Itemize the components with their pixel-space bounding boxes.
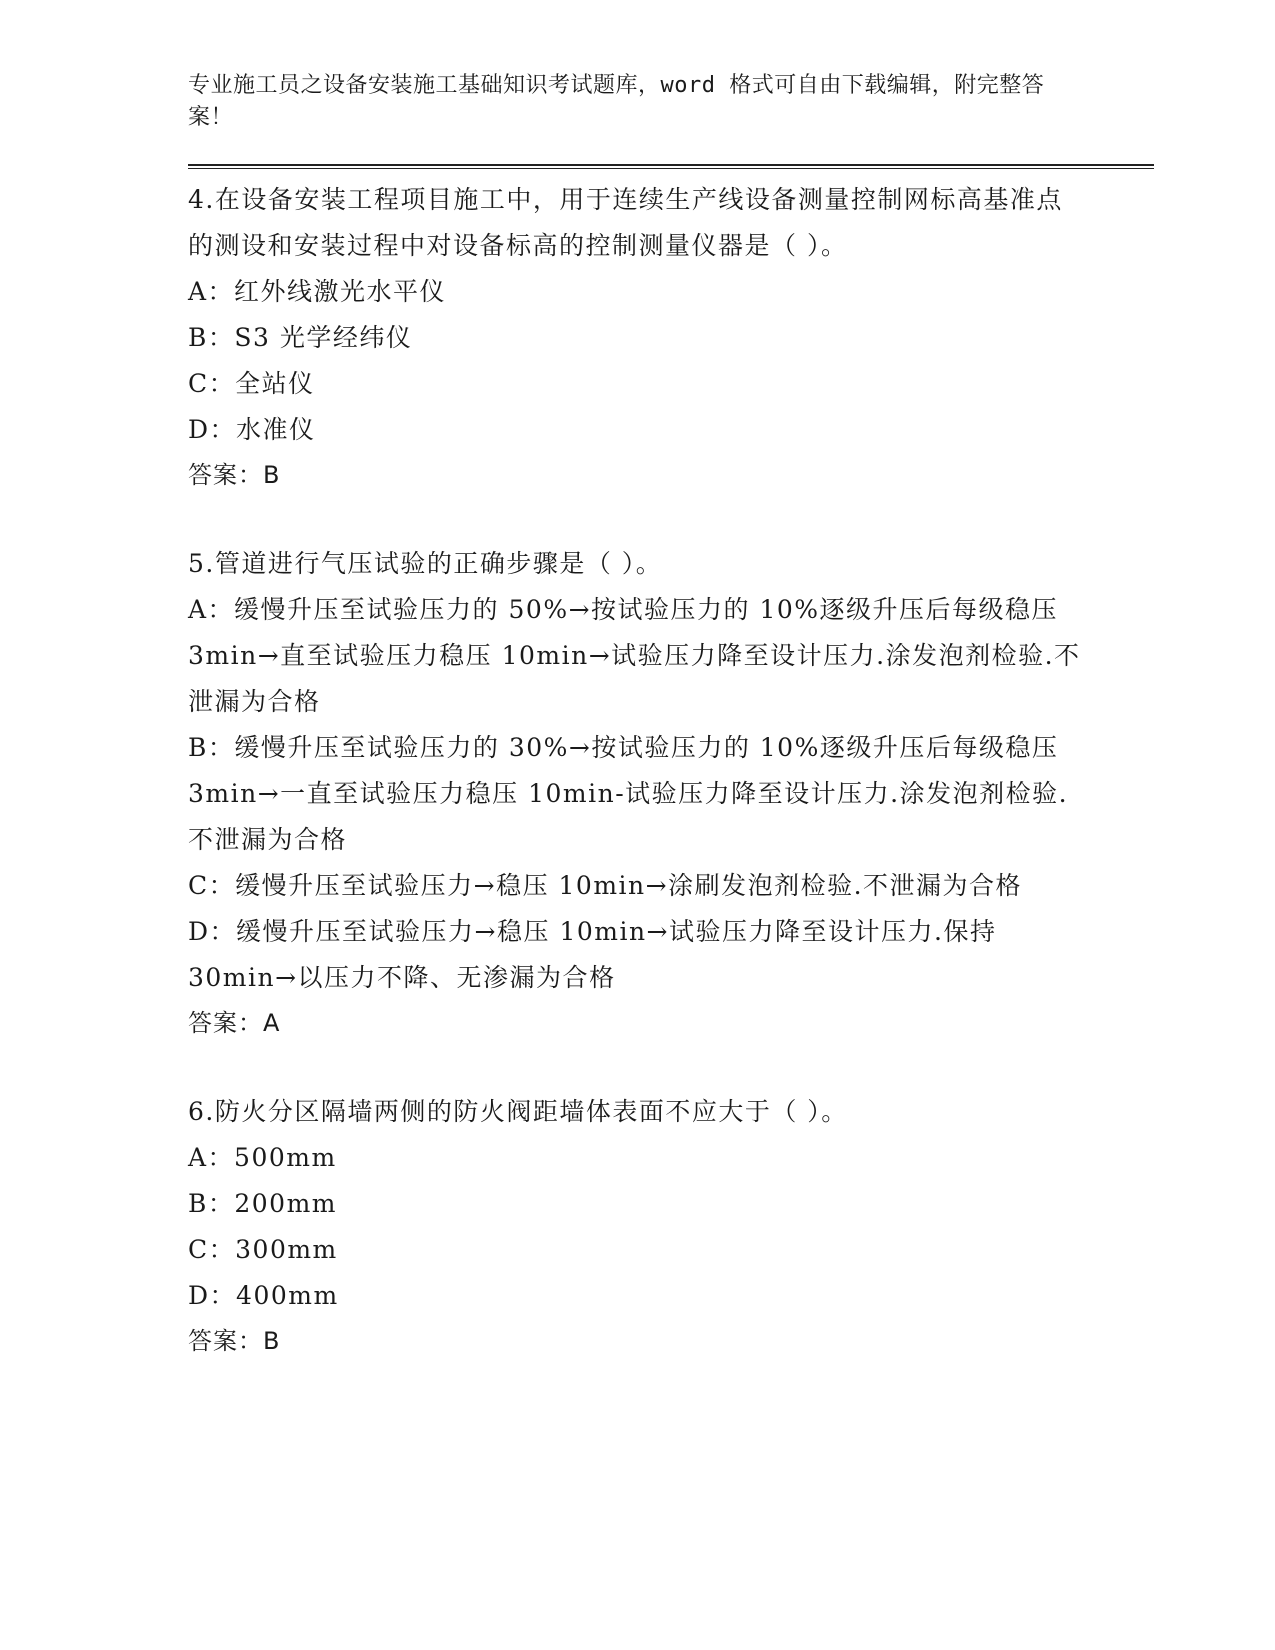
answer-line: 答案：B [188,461,281,489]
option-a: A：缓慢升压至试验压力的 50%→按试验压力的 10%逐级升压后每级稳压 3min→直至试验压力稳压 10min→试验压力降至设计压力.涂发泡剂检验.不泄漏为合格 [188,595,1081,716]
question-stem: 4.在设备安装工程项目施工中，用于连续生产线设备测量控制网标高基准点的测设和安装过程中对设备标高的控制测量仪器是（ ）。 [188,185,1063,260]
option-c: C：缓慢升压至试验压力→稳压 10min→涂刷发泡剂检验.不泄漏为合格 [188,871,1023,900]
question-block [188,541,1148,1045]
option-b: B：200mm [188,1189,338,1218]
question-stem: 5.管道进行气压试验的正确步骤是（ ）。 [188,549,663,578]
option-c: C：全站仪 [188,369,315,398]
option-b: B：缓慢升压至试验压力的 30%→按试验压力的 10%逐级升压后每级稳压 3min→一直至试验压力稳压 10min-试验压力降至设计压力.涂发泡剂检验.不泄漏为合格 [188,733,1069,854]
option-d: D：水准仪 [188,415,316,444]
option-d: D：缓慢升压至试验压力→稳压 10min→试验压力降至设计压力.保持 30min→以压力不降、无渗漏为合格 [188,917,997,992]
option-c: C：300mm [188,1235,338,1264]
header-divider [188,164,1154,169]
answer-line: 答案：A [188,1009,281,1037]
document-page [188,70,1148,1363]
option-b: B：S3 光学经纬仪 [188,323,413,352]
option-a: A：500mm [188,1143,337,1172]
question-block [188,1089,1148,1363]
option-a: A：红外线激光水平仪 [188,277,447,306]
question-stem: 6.防火分区隔墙两侧的防火阀距墙体表面不应大于（ ）。 [188,1097,848,1126]
option-d: D：400mm [188,1281,339,1310]
document-header: 专业施工员之设备安装施工基础知识考试题库，word 格式可自由下载编辑，附完整答案！ [188,73,1045,130]
question-block [188,177,1148,497]
answer-line: 答案：B [188,1327,281,1355]
